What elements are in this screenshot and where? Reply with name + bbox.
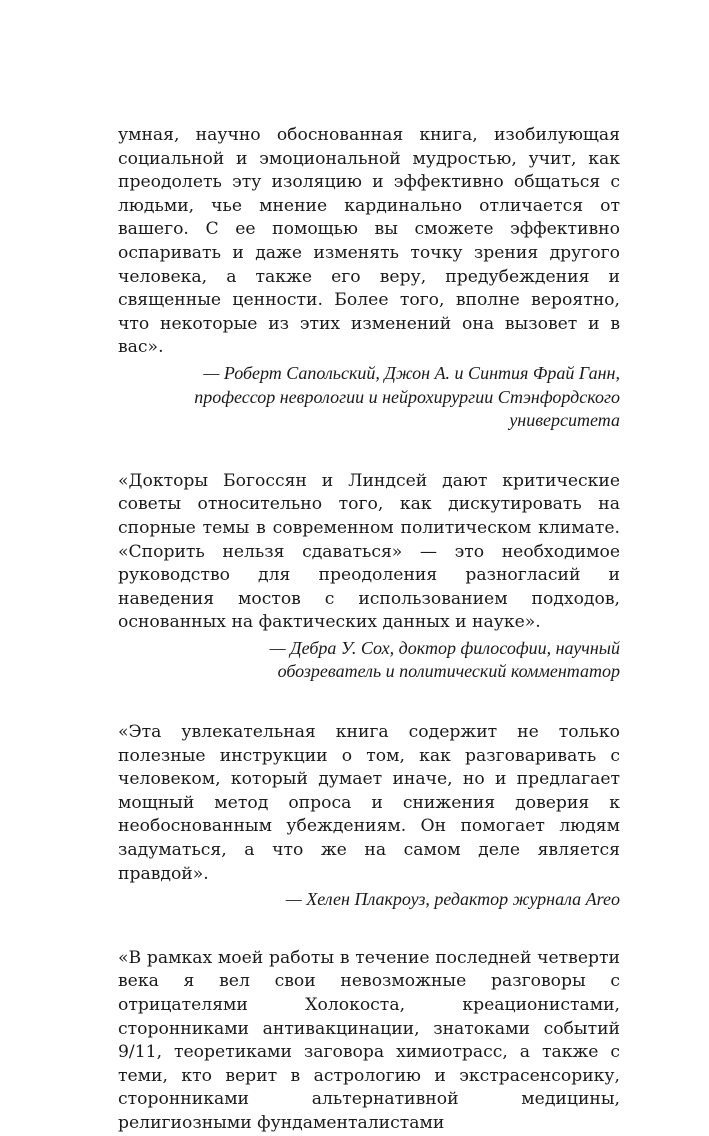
attribution-line: университета xyxy=(509,410,620,431)
quote-attribution-1 xyxy=(118,362,620,433)
quote-paragraph-2: «Докторы Богоссян и Линдсей дают критические советы относительно того, как дискутировать на спорные темы в современном политическом климате. «Спорить нельзя сдаваться» — это необходимое руководство для преодоления разногласий и наведения мостов с использованием подходов, основанных на фактических данных и науке». xyxy=(118,470,620,633)
quote-paragraph-3: «Эта увлекательная книга содержит не только полезные инструкции о том, как разговаривать с человеком, который думает иначе, но и предлагает мощный метод опроса и снижения доверия к необоснованным убеждениям. Он помогает людям задуматься, а что же на самом деле является правдой». xyxy=(118,722,620,884)
spacer xyxy=(118,684,620,721)
quote-attribution-3 xyxy=(118,888,620,912)
spacer xyxy=(118,912,620,947)
attribution-line: — Хелен Плакроуз, редактор журнала Areo xyxy=(285,889,620,910)
attribution-line: — Дебра У. Сох, доктор философии, научный xyxy=(269,637,620,658)
quote-paragraph-1: умная, научно обоснованная книга, изобилующая социальной и эмоциональной мудростью, учит, как преодолеть эту изоляцию и эффективно общаться с людьми, чье мнение кардинально отличается от вашего. С ее помощью вы сможете эффективно оспаривать и даже изменять точку зрения другого человека, а также его веру, предубеждения и священные ценности. Более того, вполне вероятно, что некоторые из этих изменений она вызовет и в вас». xyxy=(118,125,620,358)
book-page xyxy=(118,124,620,1136)
quote-paragraph-4: «В рамках моей работы в течение последней четверти века я вел свои невозможные разговоры с отрицателями Холокоста, креационистами, сторонниками антивакцинации, знатоками событий 9/11, теоретиками заговора химиотрасс, а также с теми, кто верит в астрологию и экстрасенсорику, сторонниками альтернативной медицины, религиозными фундаменталистами xyxy=(118,947,620,1133)
spacer xyxy=(118,433,620,470)
attribution-line: профессор неврологии и нейрохирургии Стэнфордского xyxy=(194,386,620,407)
attribution-line: — Роберт Сапольский, Джон А. и Синтия Фрай Ганн, xyxy=(203,362,620,383)
attribution-line: обозреватель и политический комментатор xyxy=(277,661,620,682)
quote-attribution-2 xyxy=(118,637,620,684)
